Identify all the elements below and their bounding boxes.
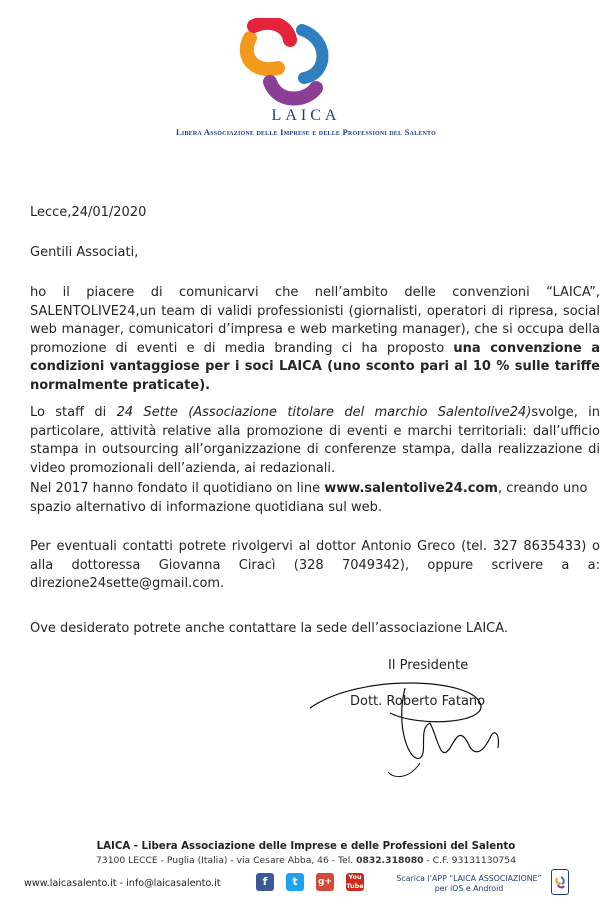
laica-logo <box>232 18 342 113</box>
footer-phone: 0832.318080 <box>356 855 424 866</box>
paragraph-convention-bold: una convenzione a condizioni vantaggiose per i soci LAICA (uno sconto pari al 10 % sulle tariffe normalmente praticate). <box>30 340 600 393</box>
place-date: Lecce,24/01/2020 <box>30 205 147 220</box>
newspaper-link[interactable]: www.salentolive24.com <box>324 481 498 496</box>
paragraph-contacts: Per eventuali contatti potrete rivolgervi al dottor Antonio Greco (tel. 327 8635433) o alla dottoressa Giovanna Ciracì (328 7049342), oppure scrivere a a: direzione24sette@gmail.com. <box>30 539 600 592</box>
twitter-icon[interactable]: t <box>286 873 304 891</box>
paragraph-staff-start: Lo staff di <box>30 405 117 420</box>
handwritten-signature <box>300 668 510 788</box>
app-logo-icon <box>552 870 568 894</box>
footer-address-start: 73100 LECCE - Puglia (Italia) - via Cesare Abba, 46 - Tel. <box>96 855 357 866</box>
closing-title: Il Presidente <box>388 658 469 673</box>
paragraph-newspaper <box>30 480 600 517</box>
app-download-line2: per iOS e Android <box>434 884 504 893</box>
footer-title: LAICA - Libera Associazione delle Imprese e delle Professioni del Salento <box>96 841 516 852</box>
paragraph-staff-italic: 24 Sette (Associazione titolare del marchio Salentolive24) <box>116 405 532 420</box>
facebook-icon[interactable]: f <box>256 873 274 891</box>
footer-address <box>0 855 612 866</box>
paragraph-staff-rest: svolge, in particolare, attività relative alla promozione di eventi e marchi territoriali: dall’ufficio stampa in outsourcing all’organizzazione di conferenze stampa, dalla realizzazione di video promozionali dell’azienda, ai redazionali. <box>30 405 600 476</box>
paragraph-convention-text: ho il piacere di comunicarvi che nell’ambito delle convenzioni “LAICA”, SALENTOLIVE24,un team di validi professionisti (giornalisti, operatori di ripresa, social web manager, comunicatori d’impresa e web marketing manager), che si occupa della promozione di eventi e di media branding ci ha proposto <box>30 285 600 356</box>
smartphone-app-icon[interactable] <box>551 869 569 895</box>
org-full-name: Libera Associazione delle Imprese e delle Professioni del Salento <box>176 127 436 137</box>
paragraph-convention <box>30 284 600 396</box>
paragraph-contact-laica: Ove desiderato potrete anche contattare la sede dell’associazione LAICA. <box>30 621 509 636</box>
paragraph-newspaper-start: Nel 2017 hanno fondato il quotidiano on line <box>30 481 325 496</box>
org-name: LAICA <box>271 107 341 124</box>
paragraph-staff <box>30 404 600 478</box>
closing-name: Dott. Roberto Fatano <box>350 694 486 709</box>
greeting: Gentili Associati, <box>30 245 139 260</box>
footer-web-contacts[interactable]: www.laicasalento.it - info@laicasalento.it <box>24 878 221 889</box>
app-download-text <box>390 874 548 894</box>
app-download-line1: Scarica l’APP “LAICA ASSOCIAZIONE” <box>396 874 542 883</box>
footer-address-end: - C.F. 93131130754 <box>423 855 516 866</box>
youtube-icon[interactable]: You Tube <box>346 873 364 890</box>
paragraph-newspaper-rest: , creando uno spazio alternativo di informazione quotidiana sul web. <box>30 481 588 515</box>
google-plus-icon[interactable]: g+ <box>316 873 334 891</box>
